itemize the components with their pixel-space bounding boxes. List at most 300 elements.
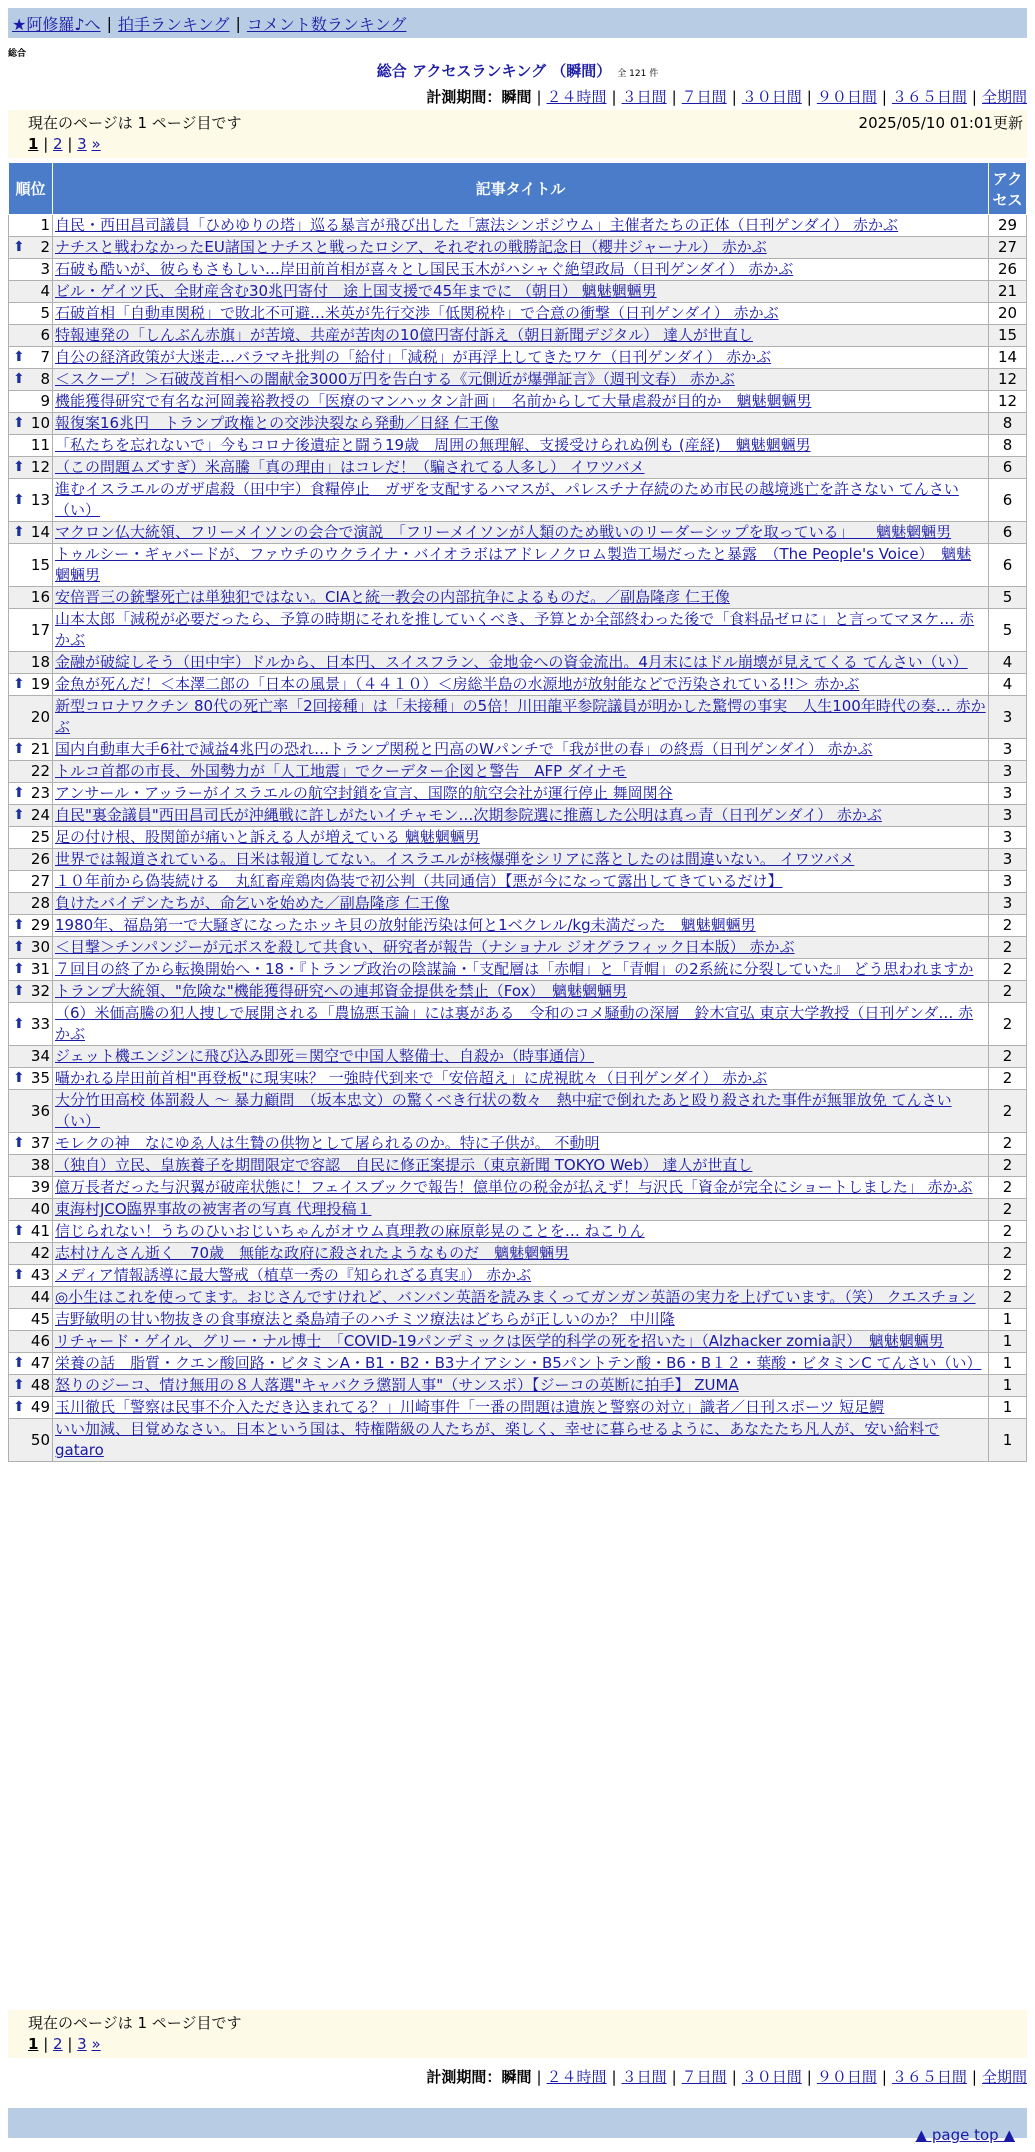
period-selector-bottom (426, 2066, 1027, 2087)
next-page-link[interactable]: » (91, 135, 101, 153)
rank-number: 6 (40, 326, 50, 344)
table-row (9, 1309, 1027, 1331)
article-link[interactable]: 東海村JCO臨界事故の被害者の写真 代理投稿１ (55, 1200, 372, 1218)
up-arrow-icon: ⬆ (13, 459, 25, 475)
up-arrow-icon: ⬆ (13, 491, 25, 508)
rank-number: 10 (30, 414, 50, 432)
rank-number: 21 (30, 740, 50, 758)
rank-number: 50 (30, 1430, 50, 1449)
page-top-link[interactable]: ▲ page top ▲ (915, 2126, 1015, 2144)
article-link[interactable]: 囁かれる岸田前首相"再登板"に現実味？ 一強時代到来で「安倍超え」に虎視眈々（日刊ゲンダイ） 赤かぶ (55, 1069, 768, 1087)
table-row (9, 609, 1027, 652)
rank-number: 43 (30, 1266, 50, 1284)
period-separator: | (611, 2068, 617, 2086)
article-link[interactable]: ジェット機エンジンに飛び込み即死＝関空で中国人整備士、自殺か（時事通信） (55, 1047, 594, 1065)
pagination-top (28, 135, 1007, 153)
period-link[interactable]: 全期間 (981, 88, 1027, 106)
title-cell (53, 761, 989, 783)
table-row (9, 1353, 1027, 1375)
title-cell (53, 479, 989, 522)
period-separator: | (671, 2068, 677, 2086)
title-cell (53, 391, 989, 413)
rank-number: 24 (30, 806, 50, 824)
article-link[interactable]: 足の付け根、股関節が痛いと訴える人が増えている 魑魅魍魎男 (55, 828, 480, 846)
access-count: 4 (989, 674, 1027, 696)
access-count: 2 (989, 1046, 1027, 1068)
home-link[interactable]: ★阿修羅♪へ (12, 14, 101, 34)
title-cell (53, 369, 989, 391)
page-info-bottom (8, 2010, 1027, 2058)
table-row (9, 522, 1027, 544)
rank-cell (9, 435, 53, 457)
title-cell (53, 457, 989, 479)
rank-cell (9, 959, 53, 981)
rank-number: 17 (30, 620, 50, 639)
title-cell (53, 893, 989, 915)
rank-cell (9, 1331, 53, 1353)
table-row (9, 303, 1027, 325)
rank-number: 8 (40, 370, 50, 388)
rank-number: 22 (30, 762, 50, 780)
rank-number: 39 (30, 1178, 50, 1196)
up-arrow-icon: ⬆ (13, 961, 25, 977)
period-separator: | (881, 2068, 887, 2086)
article-link[interactable]: 玉川徹氏「警察は民事不介入ただき込まれてる？」川崎事件「一番の問題は遺族と警察の対立」識者／日刊スポーツ 短足鰐 (55, 1398, 885, 1416)
article-link[interactable]: 自公の経済政策が大迷走…バラマキ批判の「給付」「減税」が再浮上してきたワケ（日刊ゲンダイ） 赤かぶ (55, 348, 772, 366)
article-link[interactable]: 安倍晋三の銃撃死亡は単独犯ではない。CIAと統一教会の内部抗争によるものだ。／副島隆彦 仁王像 (55, 588, 730, 606)
access-count: 2 (989, 1003, 1027, 1046)
comment-ranking-link[interactable]: コメント数ランキング (246, 14, 407, 34)
access-count: 1 (989, 1331, 1027, 1353)
title-cell (53, 981, 989, 1003)
current-page-text: 現在のページは 1 ページ目です (28, 2014, 242, 2032)
access-count: 2 (989, 1177, 1027, 1199)
rank-cell (9, 1243, 53, 1265)
up-arrow-icon: ⬆ (13, 939, 25, 955)
period-link[interactable]: ９０日間 (816, 88, 877, 106)
title-cell (53, 1133, 989, 1155)
article-link[interactable]: 機能獲得研究で有名な河岡義裕教授の「医療のマンハッタン計画」 名前からして大量虐殺が目的か 魑魅魍魎男 (55, 392, 812, 410)
access-count: 3 (989, 761, 1027, 783)
up-arrow-icon: ⬆ (13, 1070, 25, 1086)
article-link[interactable]: ナチスと戦わなかったEU諸国とナチスと戦ったロシア、それぞれの戦勝記念日（櫻井ジャーナル） 赤かぶ (55, 238, 767, 256)
rank-cell (9, 1003, 53, 1046)
article-link[interactable]: 怒りのジーコ、情け無用の８人落選"キャバクラ懲罰人事"（サンスポ）【ジーコの英断に拍手】 ZUMA (55, 1376, 739, 1394)
page-link[interactable]: 2 (53, 135, 63, 153)
table-row (9, 1331, 1027, 1353)
table-row (9, 959, 1027, 981)
access-count: 2 (989, 1068, 1027, 1090)
rank-number: 35 (30, 1069, 50, 1087)
access-count: 5 (989, 587, 1027, 609)
access-count: 1 (989, 1353, 1027, 1375)
title-cell (53, 215, 989, 237)
article-link[interactable]: （6）米価高騰の犯人捜しで展開される「農協悪玉論」には裏がある 令和のコメ騒動の深層 鈴木宣弘 東京大学教授（日刊ゲンダ… 赤かぶ (55, 1004, 974, 1043)
rank-cell (9, 871, 53, 893)
page-current: 1 (28, 135, 39, 153)
access-count: 5 (989, 609, 1027, 652)
rank-cell (9, 391, 53, 413)
nav-separator: | (235, 13, 241, 33)
table-row (9, 981, 1027, 1003)
table-row (9, 827, 1027, 849)
article-link[interactable]: トルコ首都の市長、外国勢力が「人工地震」でクーデター企図と警告 AFP ダイナモ (55, 762, 627, 780)
title-cell (53, 609, 989, 652)
article-link[interactable]: 新型コロナワクチン 80代の死亡率「2回接種」は「未接種」の5倍！川田龍平参院議員が明かした驚愕の事実 人生100年時代の奏… 赤かぶ (55, 697, 986, 736)
title-cell (53, 1068, 989, 1090)
access-count: 15 (989, 325, 1027, 347)
period-separator: | (611, 88, 617, 106)
title-cell (53, 587, 989, 609)
access-count: 2 (989, 915, 1027, 937)
access-count: 8 (989, 413, 1027, 435)
page-link[interactable]: 2 (53, 2035, 63, 2053)
period-link[interactable]: ３６５日間 (891, 88, 967, 106)
rank-cell (9, 1397, 53, 1419)
title-cell (53, 739, 989, 761)
rank-cell (9, 281, 53, 303)
title-cell (53, 1046, 989, 1068)
period-link[interactable]: ２４時間 (546, 2068, 607, 2086)
article-link[interactable]: 負けたバイデンたちが、命乞いを始めた／副島隆彦 仁王像 (55, 894, 450, 912)
period-link[interactable]: ７日間 (681, 2068, 727, 2086)
title-cell (53, 237, 989, 259)
rank-number: 9 (40, 392, 50, 410)
access-count: 2 (989, 1199, 1027, 1221)
rank-cell (9, 652, 53, 674)
access-count: 6 (989, 457, 1027, 479)
up-arrow-icon: ⬆ (13, 1399, 25, 1415)
table-row (9, 259, 1027, 281)
rank-cell (9, 1046, 53, 1068)
next-page-link[interactable]: » (91, 2035, 101, 2053)
access-count: 2 (989, 1133, 1027, 1155)
article-link[interactable]: ７回目の終了から転換開始へ・18・『トランプ政治の陰謀論・「支配層は「赤帽」と「青帽」の2系統に分裂していた』 どう思われますか (55, 960, 974, 978)
article-link[interactable]: 自民"裏金議員"西田昌司氏が沖縄戦に許しがたいイチャモン…次期参院選に推薦した公明は真っ青（日刊ゲンダイ） 赤かぶ (55, 806, 882, 824)
access-count: 21 (989, 281, 1027, 303)
rank-number: 27 (30, 872, 50, 890)
title-cell (53, 805, 989, 827)
rank-cell (9, 674, 53, 696)
title-header: 記事タイトル (53, 163, 989, 215)
table-row (9, 479, 1027, 522)
table-row (9, 1155, 1027, 1177)
title-cell (53, 871, 989, 893)
article-link[interactable]: マクロン仏大統領、フリーメイソンの会合で演説 「フリーメイソンが人類のため戦いのリーダーシップを取っている」 魑魅魍魎男 (55, 523, 952, 541)
title-cell (53, 1090, 989, 1133)
title-cell (53, 435, 989, 457)
rank-number: 40 (30, 1200, 50, 1218)
rank-number: 26 (30, 850, 50, 868)
period-label: 計測期間： (426, 88, 502, 106)
period-link[interactable]: ３日間 (621, 2068, 667, 2086)
access-count: 4 (989, 652, 1027, 674)
access-count: 1 (989, 1309, 1027, 1331)
rank-number: 48 (30, 1376, 50, 1394)
rank-cell (9, 1309, 53, 1331)
title-cell (53, 937, 989, 959)
table-row (9, 871, 1027, 893)
access-count: 3 (989, 849, 1027, 871)
article-link[interactable]: 信じられない！うちのひいおじいちゃんがオウム真理教の麻原彰晃のことを… ねこりん (55, 1222, 645, 1240)
title-cell (53, 1287, 989, 1309)
access-count: 2 (989, 937, 1027, 959)
up-arrow-icon: ⬆ (13, 371, 25, 387)
article-link[interactable]: 進むイスラエルのガザ虐殺（田中宇）食糧停止 ガザを支配するハマスが、パレスチナ存続のため市民の越境逃亡を許さない てんさい（い） (55, 480, 959, 519)
article-link[interactable]: 大分竹田高校 体罰殺人 ～ 暴力顧問 （坂本忠文）の驚くべき行状の数々 熱中症で倒れたあと殴り殺された事件が無罪放免 てんさい（い） (55, 1091, 952, 1130)
page-separator: | (62, 2035, 78, 2053)
access-count: 2 (989, 1265, 1027, 1287)
rank-cell (9, 1155, 53, 1177)
article-link[interactable]: アンサール・アッラーがイスラエルの航空封鎖を宣言、国際的航空会社が運行停止 舞岡関谷 (55, 784, 673, 802)
rank-number: 44 (30, 1288, 50, 1306)
rank-cell (9, 981, 53, 1003)
article-link[interactable]: 国内自動車大手6社で減益4兆円の恐れ…トランプ関税と円高のWパンチで「我が世の春」の終焉（日刊ゲンダイ） 赤かぶ (55, 740, 873, 758)
rank-cell (9, 413, 53, 435)
period-separator: | (731, 88, 737, 106)
rank-number: 29 (30, 916, 50, 934)
article-link[interactable]: 栄養の話 脂質・クエン酸回路・ビタミンA・B1・B2・B3ナイアシン・B5パントテン酸・B6・B１２・葉酸・ビタミンC てんさい（い） (55, 1354, 982, 1372)
period-link[interactable]: ３０日間 (741, 88, 802, 106)
rank-cell (9, 827, 53, 849)
title-cell (53, 325, 989, 347)
article-link[interactable]: 金魚が死んだ！＜本澤二郎の「日本の風景」（４４１０）＜房総半島の水源地が放射能などで汚染されている!!＞ 赤かぶ (55, 675, 860, 693)
rank-number: 47 (30, 1354, 50, 1372)
article-link[interactable]: 億万長者だった与沢翼が破産状態に！フェイスブックで報告！億単位の税金が払えず！与沢氏「資金が完全にショートしました」 赤かぶ (55, 1178, 973, 1196)
table-row (9, 347, 1027, 369)
article-link[interactable]: ◎小生はこれを使ってます。おじさんですけれど、バンバン英語を読みまくってガンガン英語の実力を上げています。（笑） クエスチョン (55, 1288, 976, 1306)
rank-number: 4 (40, 282, 50, 300)
title-cell (53, 1265, 989, 1287)
access-count: 1 (989, 1375, 1027, 1397)
period-link[interactable]: ７日間 (681, 88, 727, 106)
up-arrow-icon: ⬆ (13, 917, 25, 933)
title-cell (53, 413, 989, 435)
rank-cell (9, 1068, 53, 1090)
pagination-bottom (28, 2035, 1007, 2053)
title-cell (53, 1353, 989, 1375)
article-link[interactable]: 「私たちを忘れないで」今もコロナ後遺症と闘う19歳 周囲の無理解、支援受けられぬ例も (産経) 魑魅魍魎男 (55, 436, 811, 454)
category-label: 総合 (8, 49, 27, 59)
article-link[interactable]: （この問題ムズすぎ）米高騰「真の理由」はコレだ！（騙されてる人多し） イワツバメ (55, 458, 645, 476)
rank-number: 41 (30, 1222, 50, 1240)
table-row (9, 1243, 1027, 1265)
access-count: 3 (989, 805, 1027, 827)
up-arrow-icon: ⬆ (13, 1135, 25, 1151)
table-row (9, 457, 1027, 479)
rank-number: 12 (30, 458, 50, 476)
rank-cell (9, 259, 53, 281)
access-count: 2 (989, 1287, 1027, 1309)
access-count: 12 (989, 369, 1027, 391)
title-cell (53, 347, 989, 369)
article-link[interactable]: 石破も酷いが、彼らもさもしい…岸田前首相が喜々とし国民玉木がハシャぐ絶望政局（日刊ゲンダイ） 赤かぶ (55, 260, 794, 278)
access-count: 6 (989, 544, 1027, 587)
table-row (9, 783, 1027, 805)
rank-cell (9, 783, 53, 805)
period-separator: | (971, 2068, 977, 2086)
table-row (9, 391, 1027, 413)
title-cell (53, 1397, 989, 1419)
table-row (9, 893, 1027, 915)
article-link[interactable]: メディア情報誘導に最大警戒（植草一秀の『知られざる真実』） 赤かぶ (55, 1266, 532, 1284)
article-link[interactable]: 報復案16兆円 トランプ政権との交渉決裂なら発動／日経 仁王像 (55, 414, 499, 432)
rank-number: 5 (40, 304, 50, 322)
up-arrow-icon: ⬆ (13, 524, 25, 540)
table-row (9, 1068, 1027, 1090)
table-row (9, 849, 1027, 871)
access-count: 3 (989, 827, 1027, 849)
rank-number: 38 (30, 1156, 50, 1174)
access-count: 6 (989, 479, 1027, 522)
rank-cell (9, 1090, 53, 1133)
page-link[interactable]: 3 (77, 135, 87, 153)
title-cell (53, 959, 989, 981)
article-link[interactable]: 特報連発の「しんぶん赤旗」が苦境、共産が苦肉の10億円寄付訴え（朝日新聞デジタル） 達人が世直し (55, 326, 753, 344)
period-link[interactable]: ３日間 (621, 88, 667, 106)
access-count: 14 (989, 347, 1027, 369)
access-count: 3 (989, 739, 1027, 761)
period-link[interactable]: ９０日間 (816, 2068, 877, 2086)
up-arrow-icon: ⬆ (13, 1015, 25, 1032)
rank-number: 15 (30, 555, 50, 574)
rank-cell (9, 805, 53, 827)
title-cell (53, 1309, 989, 1331)
article-link[interactable]: 山本太郎「減税が必要だったら、予算の時期にそれを推していくべき、予算とか全部終わった後で「食料品ゼロに」と言ってマヌケ… 赤かぶ (55, 610, 975, 649)
table-row (9, 369, 1027, 391)
period-separator: | (806, 88, 812, 106)
applause-ranking-link[interactable]: 拍手ランキング (117, 14, 230, 34)
title-cell (53, 652, 989, 674)
rank-number: 16 (30, 588, 50, 606)
table-row (9, 1003, 1027, 1046)
article-link[interactable]: いい加減、目覚めなさい。日本という国は、特権階級の人たちが、楽しく、幸せに暮らせるように、あなたたち凡人が、安い給料で gataro (55, 1420, 940, 1459)
footer-bar (8, 2108, 1027, 2138)
rank-cell (9, 937, 53, 959)
page-current: 1 (28, 2035, 39, 2053)
article-link[interactable]: （独自）立民、皇族養子を期間限定で容認 自民に修正案提示（東京新聞 TOKYO Web） 達人が世直し (55, 1156, 753, 1174)
title-cell (53, 1331, 989, 1353)
rank-cell (9, 587, 53, 609)
title-cell (53, 303, 989, 325)
rank-number: 36 (30, 1101, 50, 1120)
title-cell (53, 1199, 989, 1221)
article-link[interactable]: 自民・西田昌司議員「ひめゆりの塔」巡る暴言が飛び出した「憲法シンポジウム」主催者たちの正体（日刊ゲンダイ） 赤かぶ (55, 216, 899, 234)
page-title-text: 総合 アクセスランキング （瞬間） (376, 62, 612, 80)
access-count: 1 (989, 1419, 1027, 1462)
rank-number: 49 (30, 1398, 50, 1416)
table-row (9, 761, 1027, 783)
access-count: 29 (989, 215, 1027, 237)
period-link[interactable]: ２４時間 (546, 88, 607, 106)
period-link[interactable]: ３６５日間 (891, 2068, 967, 2086)
rank-number: 28 (30, 894, 50, 912)
page-info-top (8, 110, 1027, 158)
access-count: 6 (989, 522, 1027, 544)
table-row (9, 325, 1027, 347)
title-cell (53, 674, 989, 696)
rank-number: 2 (40, 238, 50, 256)
title-cell (53, 1003, 989, 1046)
access-count: 8 (989, 435, 1027, 457)
title-cell (53, 915, 989, 937)
table-row (9, 915, 1027, 937)
article-link[interactable]: 吉野敏明の甘い物抜きの食事療法と桑島靖子のハチミツ療法はどちらが正しいのか？ 中川隆 (55, 1310, 675, 1328)
rank-cell (9, 1177, 53, 1199)
title-cell (53, 259, 989, 281)
up-arrow-icon: ⬆ (13, 1377, 25, 1393)
period-separator: | (806, 2068, 812, 2086)
period-selector-top (426, 86, 1027, 107)
rank-cell (9, 1353, 53, 1375)
nav-separator: | (106, 13, 112, 33)
up-arrow-icon: ⬆ (13, 349, 25, 365)
rank-number: 23 (30, 784, 50, 802)
access-header: アクセス (989, 163, 1027, 215)
item-count: 全 121 件 (617, 69, 659, 79)
period-separator: | (536, 88, 542, 106)
access-count: 27 (989, 237, 1027, 259)
article-link[interactable]: トランプ大統領、"危険な"機能獲得研究への連邦資金提供を禁止（Fox） 魑魅魍魎男 (55, 982, 627, 1000)
table-row (9, 1133, 1027, 1155)
table-row (9, 1199, 1027, 1221)
article-link[interactable]: 1980年、福島第一で大騒ぎになったホッキ貝の放射能汚染は何と1ベクレル/kg未満だった 魑魅魍魎男 (55, 916, 756, 934)
page-separator: | (38, 2035, 54, 2053)
period-separator: | (536, 2068, 542, 2086)
rank-cell (9, 915, 53, 937)
article-link[interactable]: モレクの神 なにゆゑ人は生贄の供物として屠られるのか。特に子供が。 不動明 (55, 1134, 600, 1152)
article-link[interactable]: 志村けんさん逝く 70歳 無能な政府に殺されたようなものだ 魑魅魍魎男 (55, 1244, 570, 1262)
article-link[interactable]: 石破首相「自動車関税」で敗北不可避…米英が先行交渉「低関税枠」で合意の衝撃（日刊ゲンダイ） 赤かぶ (55, 304, 779, 322)
page-link[interactable]: 3 (77, 2035, 87, 2053)
article-link[interactable]: 世界では報道されている。日米は報道してない。イスラエルが核爆弾をシリアに落としたのは間違いない。 イワツバメ (55, 850, 855, 868)
rank-header: 順位 (9, 163, 53, 215)
article-link[interactable]: １０年前から偽装続ける 丸紅畜産鶏肉偽装で初公判（共同通信）【悪が今になって露出してきているだけ】 (55, 872, 783, 890)
title-cell (53, 544, 989, 587)
article-link[interactable]: ＜目撃＞チンパンジーが元ボスを殺して共食い、研究者が報告（ナショナル ジオグラフィック日本版） 赤かぶ (55, 938, 795, 956)
period-current: 瞬間 (501, 2068, 532, 2086)
rank-cell (9, 215, 53, 237)
article-link[interactable]: ビル・ゲイツ氏、全財産含む30兆円寄付 途上国支援で45年までに （朝日） 魑魅魍魎男 (55, 282, 657, 300)
period-link[interactable]: ３０日間 (741, 2068, 802, 2086)
access-count: 3 (989, 696, 1027, 739)
rank-cell (9, 849, 53, 871)
access-count: 2 (989, 959, 1027, 981)
article-link[interactable]: ＜スクープ！＞石破茂首相への闇献金3000万円を告白する《元側近が爆弾証言》（週刊文春） 赤かぶ (55, 370, 735, 388)
up-arrow-icon: ⬆ (13, 676, 25, 692)
rank-number: 25 (30, 828, 50, 846)
period-link[interactable]: 全期間 (981, 2068, 1027, 2086)
rank-number: 33 (30, 1014, 50, 1033)
rank-number: 20 (30, 707, 50, 726)
table-row (9, 544, 1027, 587)
current-page-text: 現在のページは 1 ページ目です (28, 114, 242, 132)
article-link[interactable]: リチャード・ゲイル、グリー・ナル博士 「COVID-19パンデミックは医学的科学の死を招いた」（Alzhacker zomia訳） 魑魅魍魎男 (55, 1332, 944, 1350)
table-row (9, 674, 1027, 696)
rank-cell (9, 544, 53, 587)
page-separator: | (62, 135, 78, 153)
table-row (9, 215, 1027, 237)
table-row (9, 1177, 1027, 1199)
article-link[interactable]: 金融が破綻しそう（田中宇）ドルから、日本円、スイスフラン、金地金への資金流出。4月末にはドル崩壊が見えてくる てんさい（い） (55, 653, 968, 671)
ranking-table (8, 162, 1027, 1462)
table-row (9, 696, 1027, 739)
rank-cell (9, 696, 53, 739)
article-link[interactable]: トゥルシー・ギャバードが、ファウチのウクライナ・バイオラボはアドレノクロム製造工場だったと暴露 （The People's Voice） 魑魅魍魎男 (55, 545, 972, 584)
period-current: 瞬間 (501, 88, 532, 106)
table-row (9, 1265, 1027, 1287)
title-cell (53, 522, 989, 544)
